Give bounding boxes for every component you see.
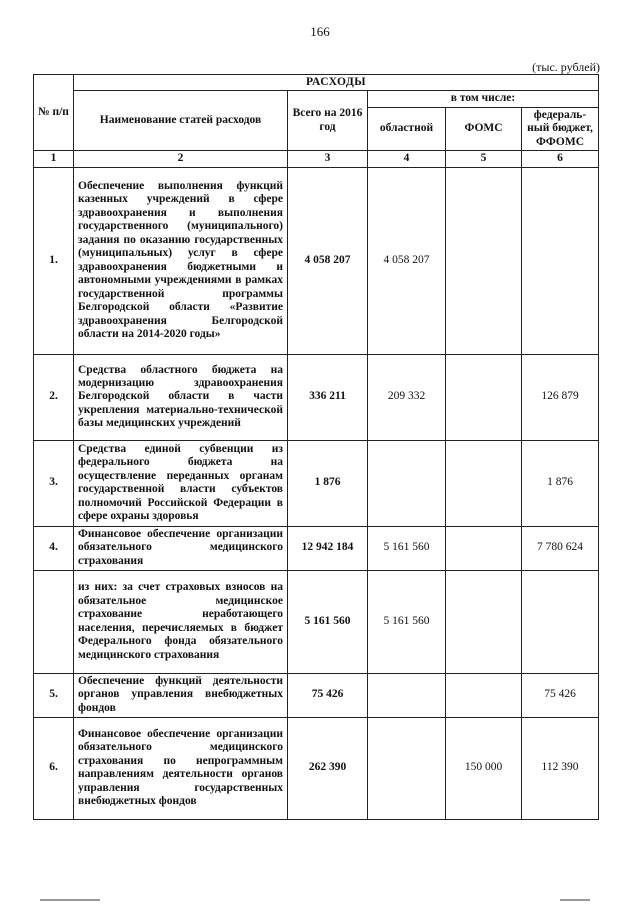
header-federal: федераль-ный бюджет, ФФОМС (522, 107, 599, 150)
row-name: Финансовое обеспечение организации обязательного медицинского страхования по непрограммным направлениям деятельности органов управления государственных внебюджетных фондов (74, 717, 288, 819)
row-total: 75 426 (288, 673, 368, 717)
header-total: Всего на 2016 год (288, 91, 368, 151)
row-total: 262 390 (288, 717, 368, 819)
row-regional: 209 332 (368, 354, 446, 440)
row-name: Обеспечение функций деятельности органов управления внебюджетных фондов (74, 673, 288, 717)
table-row (34, 440, 599, 526)
row-foms: 150 000 (446, 717, 522, 819)
row-foms (446, 526, 522, 570)
header-name: Наименование статей расходов (74, 91, 288, 151)
row-total: 4 058 207 (288, 167, 368, 354)
units-label: (тыс. рублей) (532, 60, 600, 74)
row-federal: 1 876 (522, 440, 599, 526)
row-foms (446, 673, 522, 717)
row-regional (368, 673, 446, 717)
expenses-table (33, 74, 599, 820)
page-number: 166 (310, 24, 330, 39)
row-number: 1. (34, 167, 74, 354)
header-regional: областной (368, 107, 446, 150)
row-federal: 7 780 624 (522, 526, 599, 570)
row-total: 1 876 (288, 440, 368, 526)
row-total: 5 161 560 (288, 570, 368, 673)
row-foms (446, 354, 522, 440)
row-number: 5. (34, 673, 74, 717)
table-row (34, 167, 599, 354)
row-regional: 5 161 560 (368, 570, 446, 673)
row-name: Финансовое обеспечение организации обязательного медицинского страхования (74, 526, 288, 570)
row-federal (522, 570, 599, 673)
row-name: из них: за счет страховых взносов на обязательное медицинское страхование неработающего населения, перечисляемых в бюджет Федерального фонда обязательного медицинского страхования (74, 570, 288, 673)
col-number: 3 (288, 151, 368, 167)
row-regional (368, 440, 446, 526)
row-federal: 126 879 (522, 354, 599, 440)
row-name: Обеспечение выполнения функций казенных учреждений в сфере здравоохранения и выполнения государственного (муниципального) задания по оказанию государственных (муниципальных) услуг в сфере здравоохранения бюджетными и автономными учреждениями в рамках государственной программы Белгородской области «Развитие здравоохранения Белгородской области на 2014-2020 годы» (74, 167, 288, 354)
row-regional: 4 058 207 (368, 167, 446, 354)
col-number: 6 (522, 151, 599, 167)
row-federal (522, 167, 599, 354)
header-expenses: РАСХОДЫ (74, 75, 599, 91)
table-row (34, 570, 599, 673)
row-federal: 112 390 (522, 717, 599, 819)
header-num: № п/п (34, 75, 74, 151)
row-federal: 75 426 (522, 673, 599, 717)
header-foms: ФОМС (446, 107, 522, 150)
col-number: 1 (34, 151, 74, 167)
scan-artifact (0, 895, 640, 901)
row-number: 6. (34, 717, 74, 819)
row-number: 3. (34, 440, 74, 526)
col-number: 4 (368, 151, 446, 167)
row-total: 12 942 184 (288, 526, 368, 570)
row-name: Средства областного бюджета на модернизацию здравоохранения Белгородской области в части укрепления материально-технической базы медицинских учреждений (74, 354, 288, 440)
row-number: 4. (34, 526, 74, 570)
row-total: 336 211 (288, 354, 368, 440)
row-number (34, 570, 74, 673)
table-row (34, 673, 599, 717)
column-number-row (34, 151, 599, 167)
row-number: 2. (34, 354, 74, 440)
row-name: Средства единой субвенции из федерального бюджета на осуществление переданных органам государственной власти субъектов полномочий Российской Федерации в сфере охраны здоровья (74, 440, 288, 526)
row-regional: 5 161 560 (368, 526, 446, 570)
header-including: в том числе: (368, 91, 599, 107)
table-row (34, 354, 599, 440)
row-regional (368, 717, 446, 819)
col-number: 2 (74, 151, 288, 167)
row-foms (446, 167, 522, 354)
table-row (34, 717, 599, 819)
row-foms (446, 440, 522, 526)
row-foms (446, 570, 522, 673)
table-row (34, 526, 599, 570)
col-number: 5 (446, 151, 522, 167)
